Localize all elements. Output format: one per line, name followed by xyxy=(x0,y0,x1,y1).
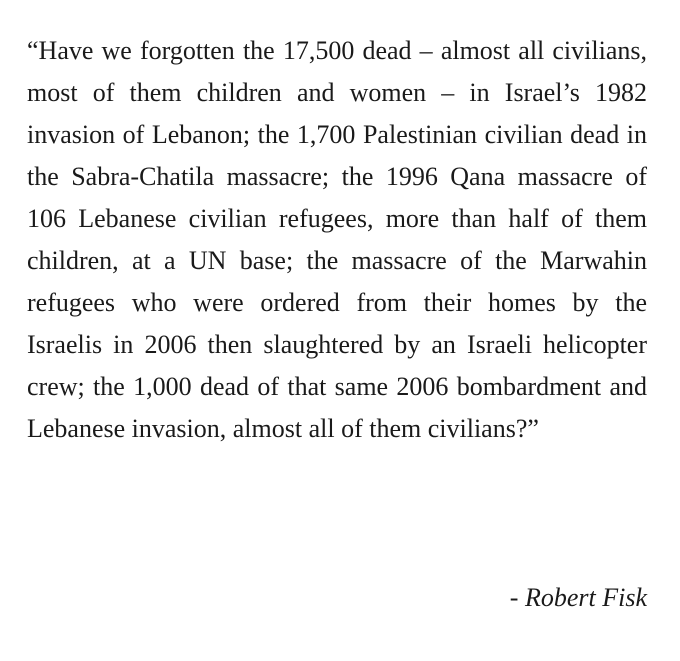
author-name: Robert Fisk xyxy=(524,583,647,612)
quote-text: “Have we forgotten the 17,500 dead – almost all civilians, most of them children and women – in Israel’s 1982 invasion of Lebanon; the 1,700 Palestinian civilian dead in the Sabra-Chatila massacre; the 1996 Qana massacre of 106 Lebanese civilian refugees, more than half of them children, at a UN base; the massacre of the Marwahin refugees who were ordered from their homes by the Israelis in 2006 then slaughtered by an Israeli helicopter crew; the 1,000 dead of that same 2006 bombardment and Lebanese invasion, almost all of them civilians?” xyxy=(27,36,647,443)
attribution xyxy=(510,577,647,619)
attribution-dash: - xyxy=(509,583,525,612)
